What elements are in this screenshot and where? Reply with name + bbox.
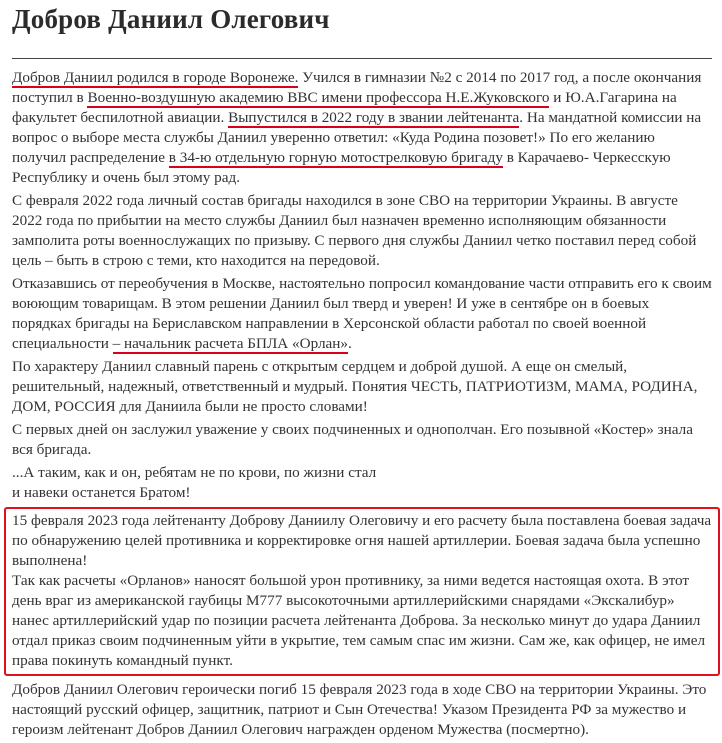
paragraph-callsign: С первых дней он заслужил уважение у своих подчиненных и однополчан. Его позывной «Костер» знала вся бригада. [12, 421, 693, 458]
underlined-academy: Военно-воздушную академию ВВС имени профессора Н.Е.Жуковского [87, 89, 550, 106]
paragraph-service: С февраля 2022 года личный состав бригады находился в зоне СВО на территории Украины. В августе 2022 года по прибытии на место службы Даниил был назначен временно исполняющим обязанности замполита роты военнослужащих по призыву. С первого дня службы Даниил четко поставил перед собой цель – быть в строю с теми, кто находится на передовой. [12, 192, 697, 269]
underlined-position: – начальник расчета БПЛА «Орлан» [112, 335, 349, 352]
text-span: и Ю.А.Гагарина на факультет беспилотной авиации. [12, 89, 677, 126]
underlined-birthplace: Добров Даниил родился в городе Воронеже. [12, 69, 299, 86]
paragraph-verse [12, 463, 712, 483]
paragraph-specialty [12, 274, 712, 354]
verse-line: и навеки останется Братом! [12, 484, 191, 501]
text-span: . На мандатной комиссии на вопрос о выборе места службы Даниил уверенно ответил: «Куда Родина позовет!» По его желанию получил распределение [12, 109, 702, 166]
article-body [12, 68, 712, 743]
text-span: . [348, 335, 352, 352]
paragraph-verse [12, 483, 712, 503]
verse-line: ...А таким, как и он, ребятам не по крови, по жизни стал [12, 464, 377, 481]
text-span: Отказавшись от переобучения в Москве, настоятельно попросил командование части отправить его к своим воюющим товарищам. В этом решении Даниил был тверд и уверен! И уже в сентябре он в боевых порядках бригады на Бериславском направлении в Херсонской области работал по своей военной специальности [12, 275, 712, 352]
underlined-graduation: Выпустился в 2022 году в звании лейтенанта [228, 109, 520, 126]
paragraph-biography [12, 68, 712, 188]
text-span: в Карачаево- Черкесскую Республику и очень был этому рад. [12, 149, 671, 186]
page-title: Добров Даниил Олегович [12, 4, 330, 34]
underlined-brigade: в 34-ю отдельную горную мотострелковую бригаду [168, 149, 503, 166]
paragraph-death-award: Добров Даниил Олегович героически погиб 15 февраля 2023 года в ходе СВО на территории Украины. Это настоящий русский офицер, защитник, патриот и Сын Отечества! Указом Президента РФ за мужество и героизм лейтенант Добров Даниил Олегович награжден орденом Мужества (посмертно). [12, 681, 707, 738]
paragraph-mission: 15 февраля 2023 года лейтенанту Доброву Даниилу Олеговичу и его расчету была поставлена боевая задача по обнаружению целей противника и корректировке огня нашей артиллерии. Боевая задача была успешно выполнена! [12, 512, 712, 569]
title-divider [12, 58, 712, 59]
highlight-box [4, 507, 720, 676]
text-span: Учился в гимназии №2 с 2014 по 2017 год, а после окончания поступил в [12, 69, 702, 106]
paragraph-last-stand: Так как расчеты «Орланов» наносят большой урон противнику, за ними ведется настоящая охота. В этот день враг из американской гаубицы М777 высокоточными артиллерийскими снарядами «Экскалибур» нанес артиллерийский удар по позиции расчета лейтенанта Доброва. За несколько минут до удара Даниил отдал приказ своим подчиненным уйти в укрытие, тем самым спас им жизни. Сам же, как офицер, не имел права покинуть командный пункт. [12, 572, 706, 669]
paragraph-character: По характеру Даниил славный парень с открытым сердцем и доброй душой. А еще он смелый, решительный, надежный, ответственный и мудрый. Понятия ЧЕСТЬ, ПАТРИОТИЗМ, МАМА, РОДИНА, ДОМ, РОССИЯ для Даниила были не просто словами! [12, 358, 698, 415]
